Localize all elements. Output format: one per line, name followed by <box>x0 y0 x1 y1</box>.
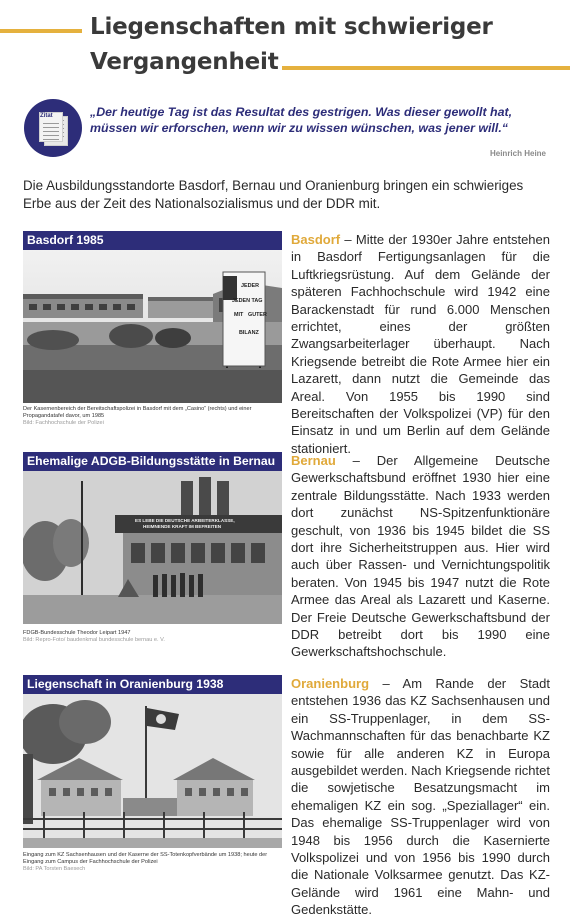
caption-bernau <box>23 630 285 644</box>
quote-text: „Der heutige Tag ist das Resultat des gestrigen. Was dieser gewollt hat, müssen wir erforschen, wenn wir zu wissen wünschen, was jener will.“ <box>90 105 513 135</box>
caption-basdorf <box>23 406 285 428</box>
section-heading-basdorf: Basdorf 1985 <box>23 231 282 250</box>
body-basdorf-text: – Mitte der 1930er Jahre entstehen in Basdorf Fertigungsanlagen für die Luftkriegsrüstung. Auf dem Gelände der späteren Fachhochschule wird 1942 eine Barackenstadt für rund 6.000 Menschen errichtet, eines der größten Zwangsarbeiterlager überhaupt. Nach Kriegsende betreibt die Rote Armee hier ein Lazarett, dann nutzt die Gemeinde das Areal. Von 1955 bis 1990 sind Bereitschaften der Volkspolizei (VP) für den Einsatz in und um Berlin auf dem Gelände stationiert. <box>291 232 550 456</box>
photo-bernau <box>23 471 282 624</box>
credit-basdorf: Bild: Fachhochschule der Polizei <box>23 420 104 427</box>
body-oranienburg <box>291 675 550 919</box>
credit-bernau: Bild: Repro-Foto/ baudenkmal bundesschule bernau e. V. <box>23 637 165 644</box>
title-rule-right <box>282 66 570 70</box>
banner-text-1: ES LEBE DIE DEUTSCHE ARBEITERKLASSE, <box>135 518 235 523</box>
caption-basdorf-text: Der Kasernenbereich der Bereitschaftspolizei in Basdorf mit dem „Casino“ (rechts) und einer Propagandatafel davor, um 1985 <box>23 406 252 420</box>
sign-text-4: GUTER <box>248 312 267 318</box>
sign-text-3: MIT <box>234 312 244 318</box>
body-bernau <box>291 452 550 661</box>
place-basdorf: Basdorf <box>291 232 341 247</box>
sign-text-1: JEDER <box>241 283 259 289</box>
credit-oranienburg: Bild: PA Torsten Baesech <box>23 866 86 873</box>
body-oranienburg-text: – Am Rande der Stadt entstehen 1936 das KZ Sachsenhausen und ein SS-Truppenlager, in dem SS-Wachmannschaften für das benachbarte KZ sowie für alle anderen KZ in Europa ausgebildet werden. Nach Kriegsende richtet die sowjetische Besatzungsmacht im ehemaligen KZ ein sog. „Speziallager“ ein. Das ehemalige SS-Truppenlager wird von 1948 bis 1956 durch die Kasernierte Volkspolizei und von 1956 bis 1990 durch die Nationale Volksarmee genutzt. Das KZ-Gelände wird 1961 eine Mahn- und Gedenkstätte. <box>291 676 550 918</box>
body-bernau-text: – Der Allgemeine Deutsche Gewerkschaftsbund eröffnet 1930 hier eine zentrale Bildungsstätte. Nach 1933 werden dort zunächst NS-Spitzenfunktionäre geschult, von 1936 bis 1945 bildet die SS dort ihre Sicherheitstruppen aus. Hier wird auch über Rassen- und Vernichtungspolitik beraten. Von 1945 bis 1947 nutzt die Rote Armee das Areal als Lazarett und Kaserne. Der Freie Deutsche Gewerkschaftsbund der DDR betreibt dort bis 1990 eine Gewerkschaftshochschule. <box>291 453 550 660</box>
section-heading-bernau: Ehemalige ADGB-Bildungsstätte in Bernau <box>23 452 282 471</box>
oranienburg-photo-illustration <box>23 694 282 848</box>
bernau-photo-illustration <box>23 471 282 624</box>
caption-oranienburg <box>23 852 285 874</box>
title-rule-left <box>0 29 82 33</box>
caption-oranienburg-text: Eingang zum KZ Sachsenhausen und der Kaserne der SS-Totenkopfverbände um 1938; heute der Eingang zum Campus der Fachhochschule der Polizei <box>23 852 268 866</box>
quote-document-icon <box>24 99 82 157</box>
quote-icon-label: Zitat <box>40 113 53 119</box>
photo-oranienburg <box>23 694 282 848</box>
banner-text-2: HEIMNENDE KRAFT IM BEFREITEN <box>143 524 222 529</box>
place-bernau: Bernau <box>291 453 336 468</box>
section-heading-oranienburg: Liegenschaft in Oranienburg 1938 <box>23 675 282 694</box>
sign-text-5: BILANZ <box>239 330 259 336</box>
photo-basdorf <box>23 250 282 403</box>
place-oranienburg: Oranienburg <box>291 676 370 691</box>
caption-bernau-text: FDGB-Bundesschule Theodor Leipart 1947 <box>23 630 131 636</box>
quote-author: Heinrich Heine <box>489 149 546 158</box>
intro-paragraph: Die Ausbildungsstandorte Basdorf, Bernau und Oranienburg bringen ein schwieriges Erbe aus der Zeit des Nationalsozialismus und der DDR mit. <box>23 178 524 211</box>
page-title-line-1: Liegenschaften mit schwieriger <box>90 14 493 40</box>
sign-text-2: JEDEN TAG <box>232 298 263 304</box>
page-title-line-2: Vergangenheit <box>90 49 279 75</box>
body-basdorf <box>291 231 550 457</box>
basdorf-photo-illustration <box>23 250 282 403</box>
